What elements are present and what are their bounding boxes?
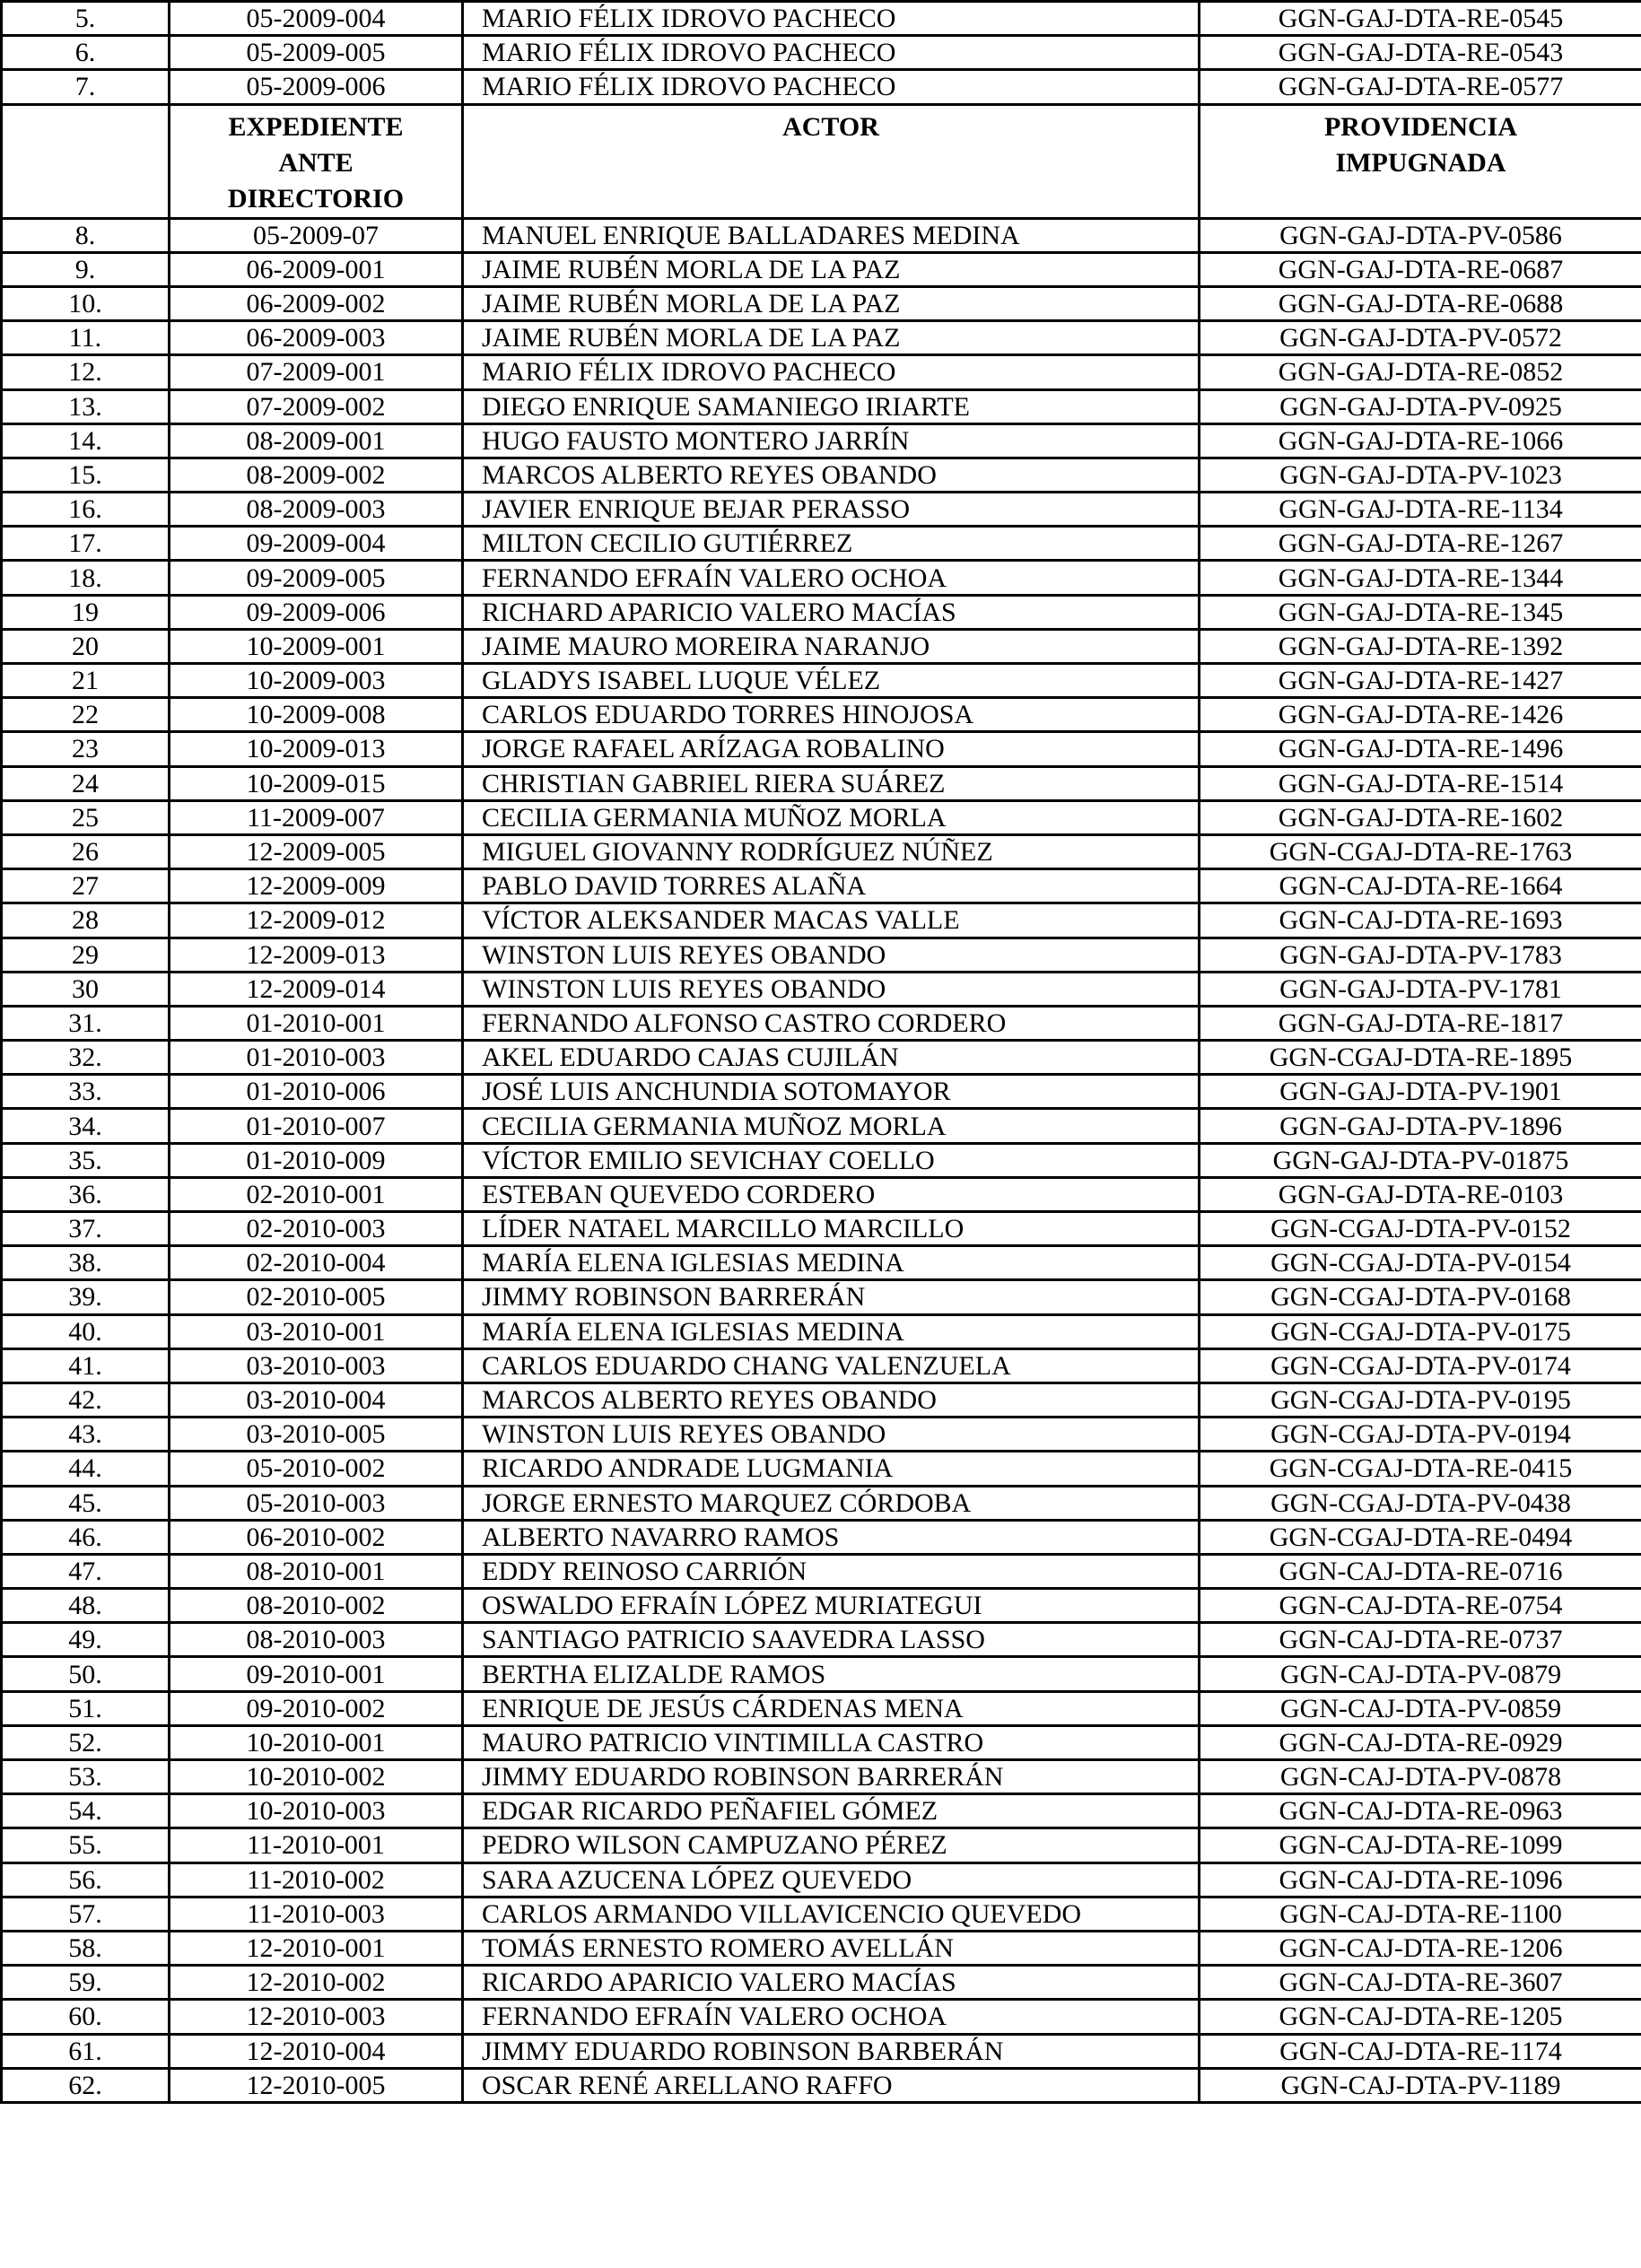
row-expediente: 05-2009-005 [170,36,463,70]
row-number: 36. [2,1177,170,1211]
row-providencia: GGN-GAJ-DTA-PV-1901 [1200,1075,1641,1109]
table-row [2,1794,1641,1828]
row-actor: JAIME RUBÉN MORLA DE LA PAZ [463,286,1200,320]
row-actor: MANUEL ENRIQUE BALLADARES MEDINA [463,218,1200,252]
row-actor: SARA AZUCENA LÓPEZ QUEVEDO [463,1862,1200,1897]
table-row [2,1966,1641,2000]
row-actor: EDDY REINOSO CARRIÓN [463,1554,1200,1588]
row-actor: FERNANDO EFRAÍN VALERO OCHOA [463,2000,1200,2034]
row-actor: MARÍA ELENA IGLESIAS MEDINA [463,1314,1200,1348]
table-header-row [2,104,1641,218]
row-actor: JORGE RAFAEL ARÍZAGA ROBALINO [463,732,1200,766]
table-row [2,1828,1641,1862]
row-expediente: 12-2009-014 [170,972,463,1006]
row-providencia: GGN-CGAJ-DTA-PV-0195 [1200,1383,1641,1417]
row-providencia: GGN-CGAJ-DTA-PV-0152 [1200,1212,1641,1246]
row-actor: JAVIER ENRIQUE BEJAR PERASSO [463,493,1200,527]
row-expediente: 08-2010-002 [170,1589,463,1623]
row-providencia: GGN-GAJ-DTA-PV-0925 [1200,389,1641,423]
row-expediente: 03-2010-005 [170,1418,463,1452]
row-actor: SANTIAGO PATRICIO SAAVEDRA LASSO [463,1623,1200,1657]
row-providencia: GGN-CAJ-DTA-RE-0716 [1200,1554,1641,1588]
table-row [2,1554,1641,1588]
table-row [2,1657,1641,1691]
row-actor: MARIO FÉLIX IDROVO PACHECO [463,355,1200,389]
row-providencia: GGN-CGAJ-DTA-RE-0494 [1200,1520,1641,1554]
row-expediente: 09-2010-002 [170,1691,463,1725]
table-row [2,1041,1641,1075]
table-row [2,1109,1641,1143]
row-actor: MILTON CECILIO GUTIÉRREZ [463,527,1200,561]
row-providencia: GGN-CGAJ-DTA-PV-0175 [1200,1314,1641,1348]
row-providencia: GGN-GAJ-DTA-RE-1066 [1200,423,1641,458]
row-expediente: 12-2010-001 [170,1931,463,1965]
row-number: 47. [2,1554,170,1588]
row-expediente: 12-2010-002 [170,1966,463,2000]
row-expediente: 02-2010-004 [170,1246,463,1280]
row-number: 30 [2,972,170,1006]
table-row [2,1075,1641,1109]
row-number: 19 [2,595,170,629]
table-row [2,698,1641,732]
row-number: 43. [2,1418,170,1452]
row-expediente: 09-2009-006 [170,595,463,629]
row-number: 38. [2,1246,170,1280]
table-row [2,938,1641,972]
row-providencia: GGN-CAJ-DTA-PV-0879 [1200,1657,1641,1691]
row-expediente: 11-2009-007 [170,800,463,834]
row-actor: EDGAR RICARDO PEÑAFIEL GÓMEZ [463,1794,1200,1828]
table-row [2,458,1641,492]
row-actor: CARLOS EDUARDO TORRES HINOJOSA [463,698,1200,732]
row-expediente: 02-2010-003 [170,1212,463,1246]
row-providencia: GGN-CAJ-DTA-RE-0737 [1200,1623,1641,1657]
row-actor: CECILIA GERMANIA MUÑOZ MORLA [463,1109,1200,1143]
row-expediente: 10-2010-003 [170,1794,463,1828]
row-expediente: 08-2009-003 [170,493,463,527]
row-actor: BERTHA ELIZALDE RAMOS [463,1657,1200,1691]
row-actor: CARLOS ARMANDO VILLAVICENCIO QUEVEDO [463,1897,1200,1931]
row-number: 46. [2,1520,170,1554]
table-row [2,766,1641,800]
row-number: 13. [2,389,170,423]
row-expediente: 05-2009-07 [170,218,463,252]
row-expediente: 03-2010-004 [170,1383,463,1417]
row-providencia: GGN-GAJ-DTA-RE-1602 [1200,800,1641,834]
row-actor: PABLO DAVID TORRES ALAÑA [463,869,1200,903]
row-actor: MARIO FÉLIX IDROVO PACHECO [463,70,1200,104]
row-number: 56. [2,1862,170,1897]
table-row [2,629,1641,663]
row-number: 59. [2,1966,170,2000]
row-number: 14. [2,423,170,458]
row-actor: RICARDO ANDRADE LUGMANIA [463,1452,1200,1486]
table-row [2,869,1641,903]
row-number: 15. [2,458,170,492]
row-expediente: 06-2010-002 [170,1520,463,1554]
row-providencia: GGN-CGAJ-DTA-PV-0194 [1200,1418,1641,1452]
table-row [2,834,1641,868]
row-number: 31. [2,1006,170,1040]
row-expediente: 01-2010-001 [170,1006,463,1040]
row-expediente: 06-2009-002 [170,286,463,320]
row-number: 35. [2,1143,170,1177]
row-expediente: 03-2010-003 [170,1348,463,1383]
row-number: 27 [2,869,170,903]
table-row [2,1006,1641,1040]
table-row [2,1760,1641,1794]
row-providencia: GGN-CAJ-DTA-PV-1189 [1200,2068,1641,2102]
row-number: 22 [2,698,170,732]
row-providencia: GGN-GAJ-DTA-RE-0543 [1200,36,1641,70]
row-expediente: 12-2009-012 [170,903,463,938]
table-row [2,1486,1641,1520]
row-actor: CARLOS EDUARDO CHANG VALENZUELA [463,1348,1200,1383]
row-actor: MARCOS ALBERTO REYES OBANDO [463,1383,1200,1417]
row-actor: HUGO FAUSTO MONTERO JARRÍN [463,423,1200,458]
row-actor: PEDRO WILSON CAMPUZANO PÉREZ [463,1828,1200,1862]
row-providencia: GGN-GAJ-DTA-PV-1023 [1200,458,1641,492]
table-row [2,664,1641,698]
table-row [2,2034,1641,2068]
row-providencia: GGN-GAJ-DTA-RE-1345 [1200,595,1641,629]
row-providencia: GGN-CAJ-DTA-RE-1205 [1200,2000,1641,2034]
row-providencia: GGN-CAJ-DTA-RE-1096 [1200,1862,1641,1897]
row-providencia: GGN-GAJ-DTA-PV-1896 [1200,1109,1641,1143]
row-number: 12. [2,355,170,389]
row-expediente: 10-2010-001 [170,1725,463,1759]
row-providencia: GGN-CAJ-DTA-RE-1206 [1200,1931,1641,1965]
row-providencia: GGN-CAJ-DTA-RE-0929 [1200,1725,1641,1759]
table-row [2,1212,1641,1246]
row-expediente: 01-2010-009 [170,1143,463,1177]
row-actor: RICARDO APARICIO VALERO MACÍAS [463,1966,1200,2000]
header-numero [2,104,170,218]
row-expediente: 05-2009-006 [170,70,463,104]
row-providencia: GGN-CAJ-DTA-PV-0859 [1200,1691,1641,1725]
row-actor: GLADYS ISABEL LUQUE VÉLEZ [463,664,1200,698]
row-actor: MARCOS ALBERTO REYES OBANDO [463,458,1200,492]
row-actor: JAIME MAURO MOREIRA NARANJO [463,629,1200,663]
row-actor: FERNANDO ALFONSO CASTRO CORDERO [463,1006,1200,1040]
table-row [2,561,1641,595]
table-row [2,1520,1641,1554]
table-row [2,1589,1641,1623]
row-expediente: 10-2009-008 [170,698,463,732]
row-number: 34. [2,1109,170,1143]
row-expediente: 08-2009-001 [170,423,463,458]
rows-after-header [2,218,1641,2102]
row-actor: CHRISTIAN GABRIEL RIERA SUÁREZ [463,766,1200,800]
row-number: 28 [2,903,170,938]
table-row [2,423,1641,458]
row-expediente: 09-2009-005 [170,561,463,595]
row-actor: CECILIA GERMANIA MUÑOZ MORLA [463,800,1200,834]
row-actor: JOSÉ LUIS ANCHUNDIA SOTOMAYOR [463,1075,1200,1109]
row-expediente: 01-2010-003 [170,1041,463,1075]
row-providencia: GGN-GAJ-DTA-RE-1344 [1200,561,1641,595]
header-providencia: PROVIDENCIA IMPUGNADA [1200,104,1641,218]
rows-before-header [2,2,1641,105]
row-expediente: 10-2009-013 [170,732,463,766]
row-number: 57. [2,1897,170,1931]
table-row [2,2068,1641,2102]
row-actor: OSWALDO EFRAÍN LÓPEZ MURIATEGUI [463,1589,1200,1623]
row-actor: JIMMY ROBINSON BARRERÁN [463,1280,1200,1314]
row-number: 7. [2,70,170,104]
row-actor: WINSTON LUIS REYES OBANDO [463,938,1200,972]
table-row [2,1897,1641,1931]
row-expediente: 10-2009-015 [170,766,463,800]
row-actor: VÍCTOR EMILIO SEVICHAY COELLO [463,1143,1200,1177]
row-number: 58. [2,1931,170,1965]
header-expediente: EXPEDIENTE ANTE DIRECTORIO [170,104,463,218]
row-actor: JAIME RUBÉN MORLA DE LA PAZ [463,321,1200,355]
row-number: 16. [2,493,170,527]
row-number: 23 [2,732,170,766]
row-number: 51. [2,1691,170,1725]
table-row [2,800,1641,834]
row-number: 20 [2,629,170,663]
row-number: 52. [2,1725,170,1759]
row-actor: ALBERTO NAVARRO RAMOS [463,1520,1200,1554]
row-actor: DIEGO ENRIQUE SAMANIEGO IRIARTE [463,389,1200,423]
row-providencia: GGN-CAJ-DTA-RE-3607 [1200,1966,1641,2000]
row-providencia: GGN-CAJ-DTA-RE-1693 [1200,903,1641,938]
row-providencia: GGN-GAJ-DTA-RE-0103 [1200,1177,1641,1211]
row-providencia: GGN-GAJ-DTA-RE-1426 [1200,698,1641,732]
row-number: 21 [2,664,170,698]
row-number: 6. [2,36,170,70]
table-row [2,355,1641,389]
row-number: 54. [2,1794,170,1828]
table-row [2,903,1641,938]
row-actor: MARIO FÉLIX IDROVO PACHECO [463,2,1200,36]
row-expediente: 03-2010-001 [170,1314,463,1348]
row-providencia: GGN-GAJ-DTA-RE-0545 [1200,2,1641,36]
table-row [2,1348,1641,1383]
table-row [2,1862,1641,1897]
table-row [2,389,1641,423]
row-expediente: 08-2010-003 [170,1623,463,1657]
row-expediente: 12-2009-005 [170,834,463,868]
row-number: 44. [2,1452,170,1486]
row-expediente: 12-2010-005 [170,2068,463,2102]
row-number: 55. [2,1828,170,1862]
row-number: 40. [2,1314,170,1348]
row-actor: TOMÁS ERNESTO ROMERO AVELLÁN [463,1931,1200,1965]
row-number: 8. [2,218,170,252]
row-actor: OSCAR RENÉ ARELLANO RAFFO [463,2068,1200,2102]
row-expediente: 10-2009-001 [170,629,463,663]
row-number: 9. [2,252,170,286]
table-row [2,36,1641,70]
row-expediente: 11-2010-003 [170,1897,463,1931]
row-expediente: 08-2010-001 [170,1554,463,1588]
row-providencia: GGN-CAJ-DTA-RE-1099 [1200,1828,1641,1862]
row-number: 61. [2,2034,170,2068]
row-actor: LÍDER NATAEL MARCILLO MARCILLO [463,1212,1200,1246]
row-actor: ENRIQUE DE JESÚS CÁRDENAS MENA [463,1691,1200,1725]
row-providencia: GGN-GAJ-DTA-PV-1781 [1200,972,1641,1006]
row-actor: JIMMY EDUARDO ROBINSON BARRERÁN [463,1760,1200,1794]
row-number: 18. [2,561,170,595]
row-actor: AKEL EDUARDO CAJAS CUJILÁN [463,1041,1200,1075]
row-actor: VÍCTOR ALEKSANDER MACAS VALLE [463,903,1200,938]
row-number: 17. [2,527,170,561]
table-row [2,1931,1641,1965]
table-row [2,2,1641,36]
row-expediente: 10-2009-003 [170,664,463,698]
row-actor: RICHARD APARICIO VALERO MACÍAS [463,595,1200,629]
table-row [2,70,1641,104]
row-number: 62. [2,2068,170,2102]
row-providencia: GGN-CGAJ-DTA-PV-0438 [1200,1486,1641,1520]
table-row [2,1143,1641,1177]
table-row [2,1418,1641,1452]
row-actor: JAIME RUBÉN MORLA DE LA PAZ [463,252,1200,286]
table-row [2,1452,1641,1486]
row-number: 32. [2,1041,170,1075]
row-expediente: 05-2010-002 [170,1452,463,1486]
row-expediente: 09-2009-004 [170,527,463,561]
row-expediente: 02-2010-005 [170,1280,463,1314]
row-providencia: GGN-CGAJ-DTA-RE-1895 [1200,1041,1641,1075]
table-row [2,1314,1641,1348]
row-providencia: GGN-GAJ-DTA-RE-1267 [1200,527,1641,561]
row-expediente: 12-2010-004 [170,2034,463,2068]
row-expediente: 10-2010-002 [170,1760,463,1794]
row-expediente: 08-2009-002 [170,458,463,492]
row-providencia: GGN-GAJ-DTA-PV-1783 [1200,938,1641,972]
table-row [2,1177,1641,1211]
table-row [2,732,1641,766]
row-providencia: GGN-GAJ-DTA-PV-0572 [1200,321,1641,355]
row-actor: MARÍA ELENA IGLESIAS MEDINA [463,1246,1200,1280]
row-expediente: 02-2010-001 [170,1177,463,1211]
row-expediente: 07-2009-001 [170,355,463,389]
table-header-group [2,104,1641,218]
row-expediente: 12-2009-009 [170,869,463,903]
row-number: 26 [2,834,170,868]
row-actor: MAURO PATRICIO VINTIMILLA CASTRO [463,1725,1200,1759]
row-number: 11. [2,321,170,355]
table-row [2,218,1641,252]
row-providencia: GGN-CGAJ-DTA-PV-0154 [1200,1246,1641,1280]
row-providencia: GGN-CAJ-DTA-RE-1664 [1200,869,1641,903]
row-actor: MIGUEL GIOVANNY RODRÍGUEZ NÚÑEZ [463,834,1200,868]
header-actor: ACTOR [463,104,1200,218]
row-number: 50. [2,1657,170,1691]
row-providencia: GGN-CAJ-DTA-RE-1174 [1200,2034,1641,2068]
table-row [2,1383,1641,1417]
table-row [2,1691,1641,1725]
row-expediente: 12-2010-003 [170,2000,463,2034]
row-expediente: 09-2010-001 [170,1657,463,1691]
row-providencia: GGN-GAJ-DTA-RE-0687 [1200,252,1641,286]
row-expediente: 06-2009-003 [170,321,463,355]
row-providencia: GGN-GAJ-DTA-PV-01875 [1200,1143,1641,1177]
row-providencia: GGN-GAJ-DTA-RE-0852 [1200,355,1641,389]
row-actor: FERNANDO EFRAÍN VALERO OCHOA [463,561,1200,595]
row-providencia: GGN-CAJ-DTA-RE-0963 [1200,1794,1641,1828]
row-expediente: 05-2009-004 [170,2,463,36]
row-actor: WINSTON LUIS REYES OBANDO [463,972,1200,1006]
row-number: 41. [2,1348,170,1383]
row-providencia: GGN-CGAJ-DTA-RE-0415 [1200,1452,1641,1486]
row-providencia: GGN-CAJ-DTA-RE-0754 [1200,1589,1641,1623]
row-number: 48. [2,1589,170,1623]
row-expediente: 11-2010-001 [170,1828,463,1862]
row-providencia: GGN-CGAJ-DTA-PV-0174 [1200,1348,1641,1383]
row-actor: JIMMY EDUARDO ROBINSON BARBERÁN [463,2034,1200,2068]
table-row [2,493,1641,527]
row-providencia: GGN-GAJ-DTA-RE-0577 [1200,70,1641,104]
table-row [2,972,1641,1006]
row-number: 24 [2,766,170,800]
table-row [2,1725,1641,1759]
table-row [2,595,1641,629]
table-row [2,1246,1641,1280]
row-number: 39. [2,1280,170,1314]
row-providencia: GGN-GAJ-DTA-RE-0688 [1200,286,1641,320]
row-number: 60. [2,2000,170,2034]
table-row [2,527,1641,561]
row-providencia: GGN-GAJ-DTA-RE-1427 [1200,664,1641,698]
row-number: 5. [2,2,170,36]
table-row [2,252,1641,286]
row-providencia: GGN-CAJ-DTA-PV-0878 [1200,1760,1641,1794]
row-number: 37. [2,1212,170,1246]
row-expediente: 05-2010-003 [170,1486,463,1520]
row-providencia: GGN-GAJ-DTA-PV-0586 [1200,218,1641,252]
row-actor: ESTEBAN QUEVEDO CORDERO [463,1177,1200,1211]
row-expediente: 01-2010-006 [170,1075,463,1109]
row-number: 42. [2,1383,170,1417]
row-providencia: GGN-CGAJ-DTA-RE-1763 [1200,834,1641,868]
table-row [2,1623,1641,1657]
table-row [2,321,1641,355]
row-providencia: GGN-GAJ-DTA-RE-1514 [1200,766,1641,800]
row-expediente: 12-2009-013 [170,938,463,972]
table-row [2,286,1641,320]
row-expediente: 11-2010-002 [170,1862,463,1897]
row-providencia: GGN-GAJ-DTA-RE-1817 [1200,1006,1641,1040]
row-providencia: GGN-GAJ-DTA-RE-1496 [1200,732,1641,766]
row-actor: WINSTON LUIS REYES OBANDO [463,1418,1200,1452]
row-expediente: 01-2010-007 [170,1109,463,1143]
row-number: 29 [2,938,170,972]
row-number: 33. [2,1075,170,1109]
table-row [2,2000,1641,2034]
row-providencia: GGN-CGAJ-DTA-PV-0168 [1200,1280,1641,1314]
row-number: 25 [2,800,170,834]
row-providencia: GGN-GAJ-DTA-RE-1134 [1200,493,1641,527]
table-row [2,1280,1641,1314]
row-providencia: GGN-CAJ-DTA-RE-1100 [1200,1897,1641,1931]
row-number: 45. [2,1486,170,1520]
row-expediente: 07-2009-002 [170,389,463,423]
row-number: 10. [2,286,170,320]
row-number: 53. [2,1760,170,1794]
row-providencia: GGN-GAJ-DTA-RE-1392 [1200,629,1641,663]
row-expediente: 06-2009-001 [170,252,463,286]
row-number: 49. [2,1623,170,1657]
row-actor: MARIO FÉLIX IDROVO PACHECO [463,36,1200,70]
row-actor: JORGE ERNESTO MARQUEZ CÓRDOBA [463,1486,1200,1520]
